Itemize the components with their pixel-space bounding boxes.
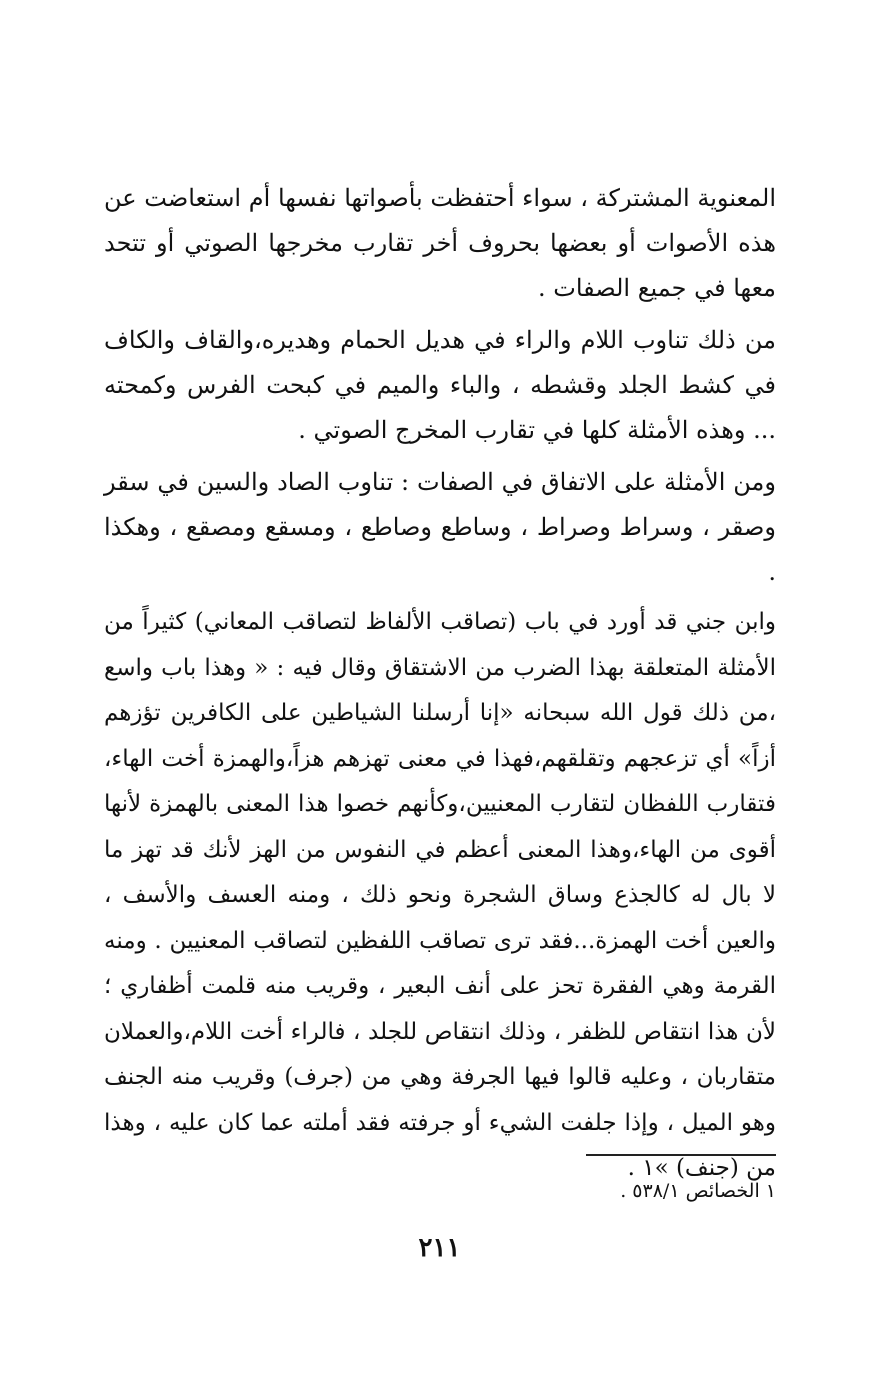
page-number: ٢١١ [418,1233,461,1263]
paragraph-3: ومن الأمثلة على الاتفاق في الصفات : تناوب الصاد والسين في سقر وصقر ، وسراط وصراط ، وساطع وصاطع ، ومسقع ومصقع ، وهكذا . [104,468,776,586]
paragraph-1: المعنوية المشتركة ، سواء أحتفظت بأصواتها نفسها أم استعاضت عن هذه الأصوات أو بعضها بحروف أخر تقارب مخرجها الصوتي أو تتحد معها في جميع الصفات . [104,184,776,302]
footnote-separator [586,1154,776,1156]
paragraph-4: وابن جني قد أورد في باب (تصاقب الألفاظ لتصاقب المعاني) كثيراً من الأمثلة المتعلقة بهذا الضرب من الاشتقاق وقال فيه : « وهذا باب واسع ،من ذلك قول الله سبحانه «إنا أرسلنا الشياطين على الكافرين تؤزهم أزاً» أي تزعجهم وتقلقهم،فهذا في معنى تهزهم هزاً،والهمزة أخت الهاء، فتقارب اللفظان لتقارب المعنيين،وكأنهم خصوا هذا المعنى بالهمزة لأنها أقوى من الهاء،وهذا المعنى أعظم في النفوس من الهز لأنك قد تهز ما لا بال له كالجذع وساق الشجرة ونحو ذلك ، ومنه العسف والأسف ، والعين أخت الهمزة...فقد ترى تصاقب اللفظين لتصاقب المعنيين . ومنه القرمة وهي الفقرة تحز على أنف البعير ، وقريب منه قلمت أظفاري ؛ لأن هذا انتقاص للظفر ، وذلك انتقاص للجلد ، فالراء أخت اللام،والعملان متقاربان ، وعليه قالوا فيها الجرفة وهي من (جرف) وقريب منه الجنف وهو الميل ، وإذا جلفت الشيء أو جرفته فقد أملته عما كان عليه ، وهذا من (جنف) »١ . [104,609,776,1181]
footnote: ١ الخصائص ٥٣٨/١ . [620,1180,776,1202]
paragraph-2: من ذلك تناوب اللام والراء في هديل الحمام وهديره،والقاف والكاف في كشط الجلد وقشطه ، والباء والميم في كبحت الفرس وكمحته ... وهذه الأمثلة كلها في تقارب المخرج الصوتي . [104,326,776,444]
